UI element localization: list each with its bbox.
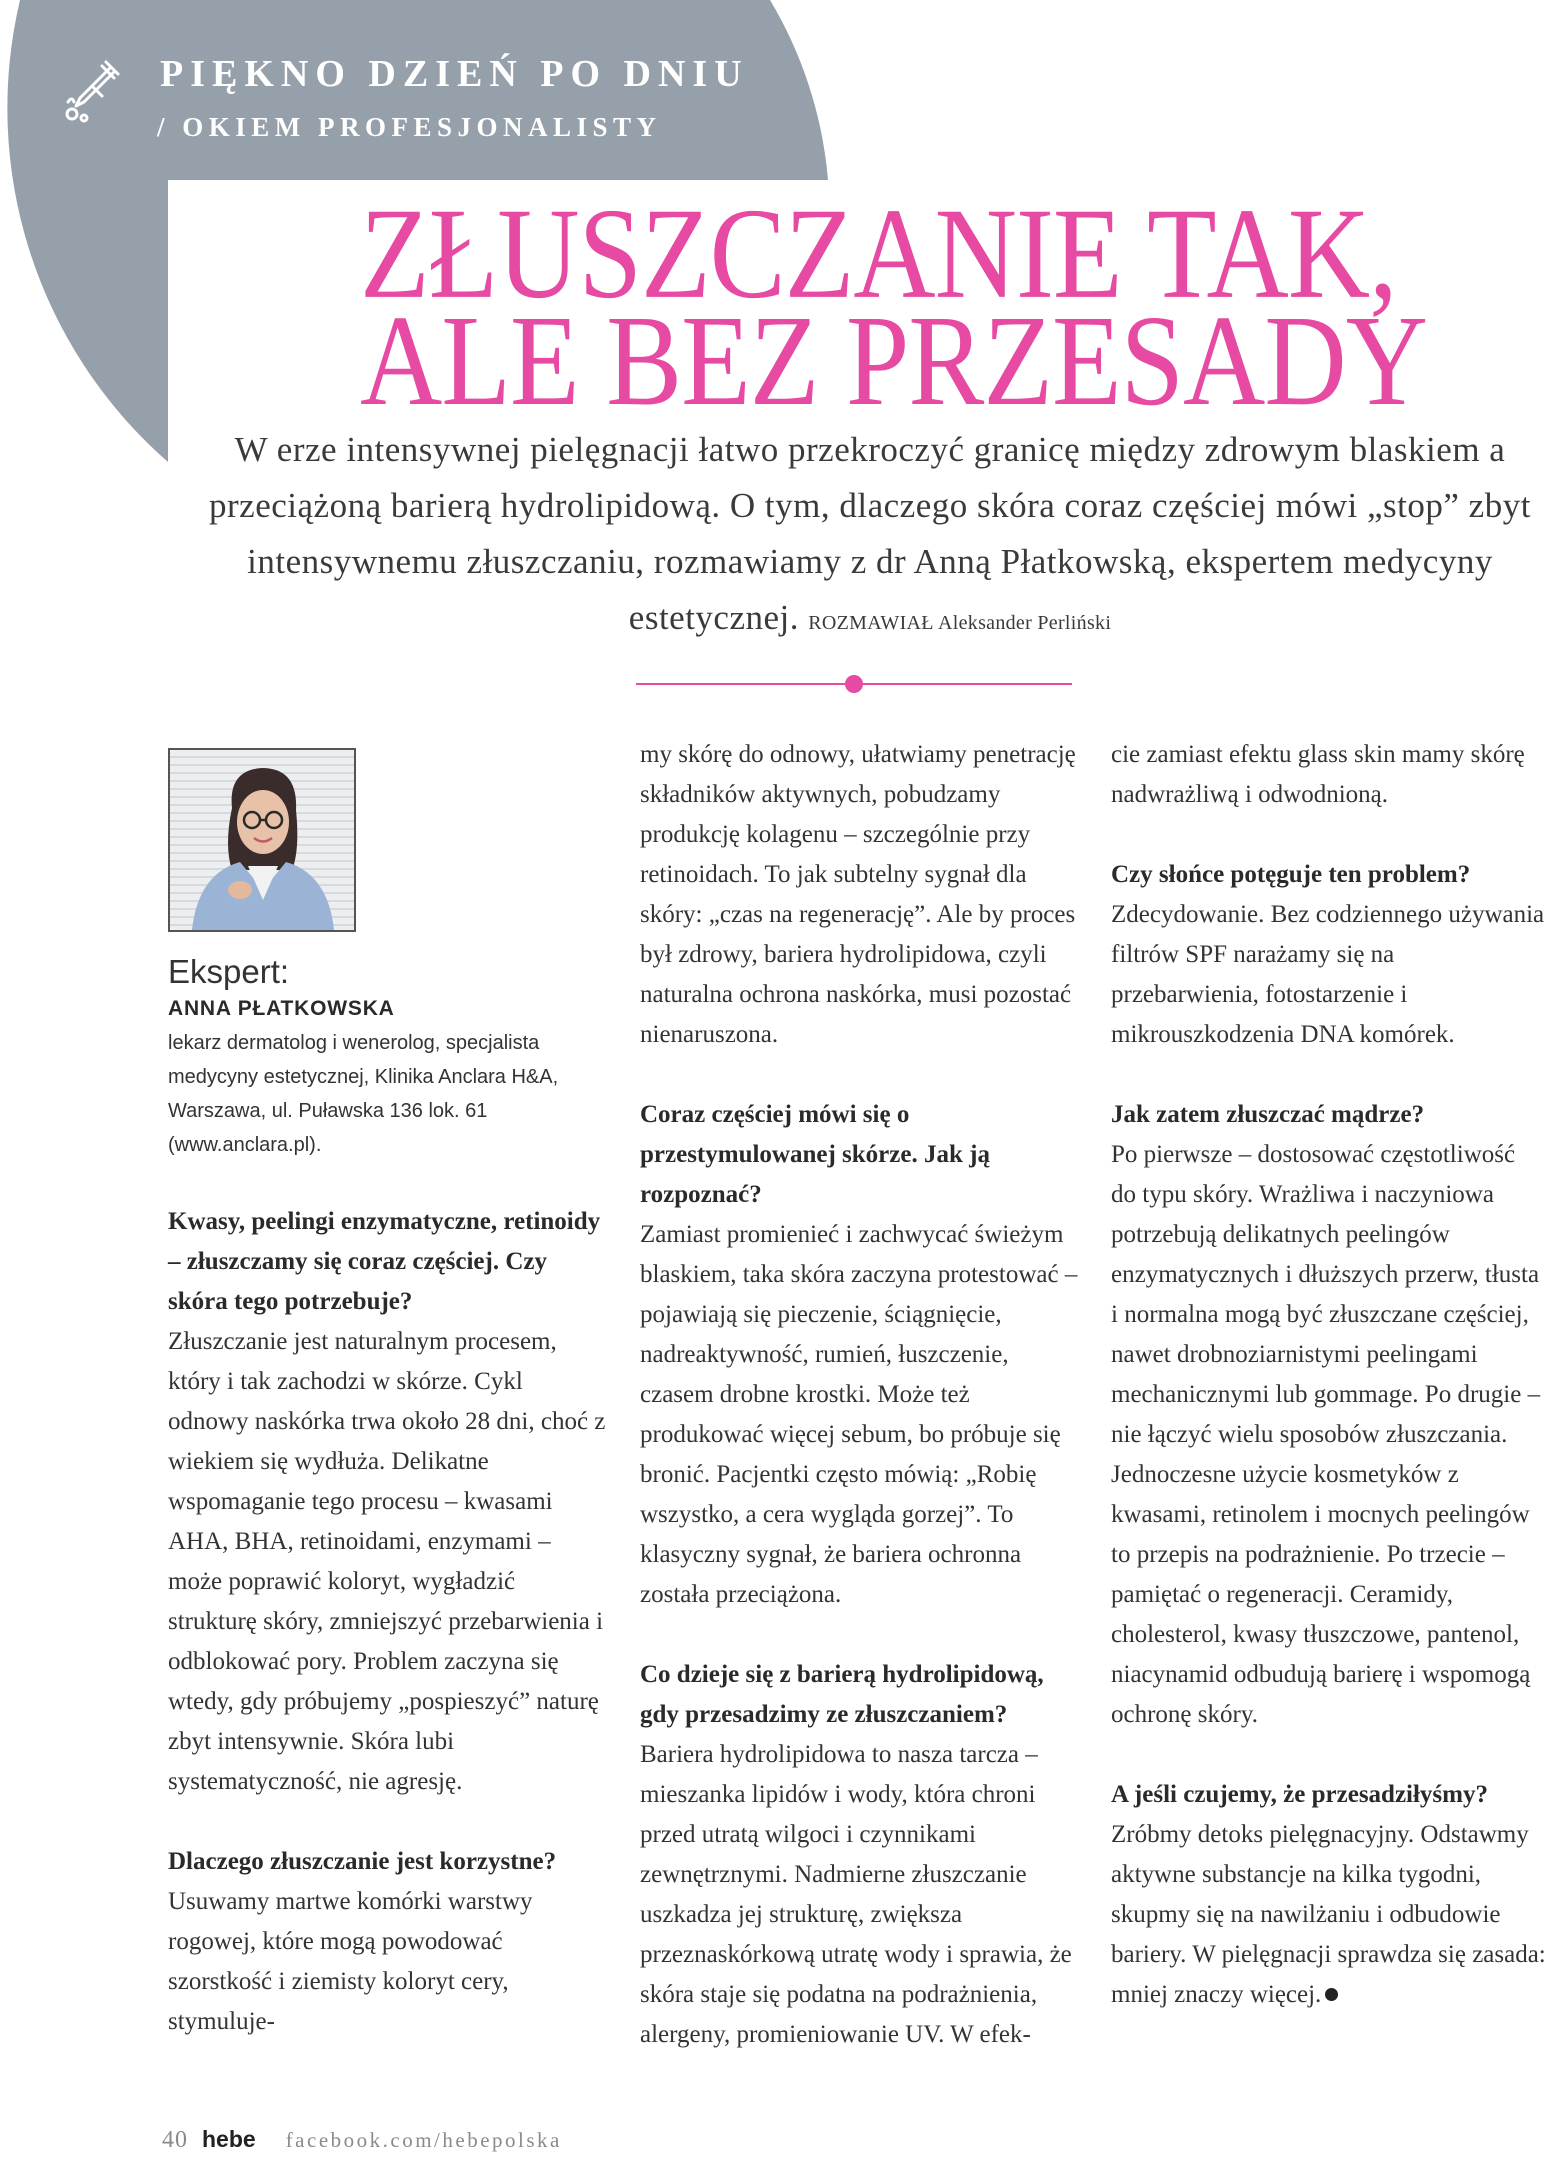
facebook-link[interactable]: facebook.com/hebepolska <box>285 2128 562 2152</box>
expert-name: ANNA PŁATKOWSKA <box>168 997 395 1020</box>
byline-name: Aleksander Perliński <box>938 612 1112 634</box>
headline-line-2: ALE BEZ PRZESADY <box>360 287 1427 433</box>
answer-7 <box>1111 1815 1546 2015</box>
column-2 <box>640 735 1080 2055</box>
section-subtitle: / OKIEM PROFESJONALISTY <box>157 112 662 142</box>
question-1: Kwasy, peelingi enzymatyczne, retinoidy – złuszczamy się coraz częściej. Czy skóra tego potrzebuje? <box>168 1208 601 1315</box>
article-lead <box>180 422 1550 651</box>
pipette-icon <box>62 56 124 126</box>
question-5: Czy słońce potęguje ten problem? <box>1111 861 1471 888</box>
lead-text: W erze intensywnej pielęgnacji łatwo przekroczyć granicę między zdrowym blaskiem a przeciążoną barierą hydrolipidową. O tym, dlaczego skóra coraz częściej mówi „stop” zbyt intensywnemu złuszczaniu, rozmawiamy z dr Anną Płatkowską, ekspertem medycyny estetycznej. <box>209 430 1531 637</box>
page-footer <box>162 2126 562 2154</box>
divider-ornament <box>636 672 1072 696</box>
expert-photo <box>168 748 356 932</box>
end-mark-icon <box>1325 1988 1338 2001</box>
article-headline <box>360 180 1510 433</box>
answer-6: Po pierwsze – dostosować częstotliwość do typu skóry. Wrażliwa i naczyniowa potrzebują delikatnych peelingów enzymatycznych i dłuższych przerw, tłusta i normalna mogą być złuszczane częściej, nawet drobnoziarnistymi peelingami mechanicznymi lub gommage. Po drugie – nie łączyć wielu sposobów złuszczania. Jednoczesne użycie kosmetyków z kwasami, retinolem i mocnych peelingów to przepis na podrażnienie. Po trzecie – pamiętać o regeneracji. Ceramidy, cholesterol, kwasy tłuszczowe, pantenol, niacynamid odbudują barierę i wspomogą ochronę skóry. <box>1111 1141 1541 1728</box>
answer-3: Zamiast promienieć i zachwycać świeżym blaskiem, taka skóra zaczyna protestować – pojawiają się pieczenie, ściągnięcie, nadreaktywność, rumień, łuszczenie, czasem drobne krostki. Może też produkować więcej sebum, bo próbuje się bronić. Pacjentki często mówią: „Robię wszystko, a cera wygląda gorzej”. To klasyczny sygnał, że bariera ochronna została przeciążona. <box>640 1221 1078 1608</box>
column-3 <box>1111 735 1546 2015</box>
answer-4-part-2: cie zamiast efektu glass skin mamy skórę nadwrażliwą i odwodnioną. <box>1111 741 1525 808</box>
magazine-logo: hebe <box>202 2126 256 2152</box>
question-3: Coraz częściej mówi się o przestymulowanej skórze. Jak ją rozpoznać? <box>640 1101 990 1208</box>
byline <box>808 612 1111 634</box>
question-7: A jeśli czujemy, że przesadziłyśmy? <box>1111 1781 1488 1808</box>
answer-2-part-2: my skórę do odnowy, ułatwiamy penetrację składników aktywnych, pobudzamy produkcję kolagenu – szczególnie przy retinoidach. To jak subtelny sygnał dla skóry: „czas na regenerację”. Ale by proces był zdrowy, bariera hydrolipidowa, czyli naturalna ochrona naskórka, musi pozostać nienaruszona. <box>640 741 1076 1048</box>
answer-2-part-1: Usuwamy martwe komórki warstwy rogowej, które mogą powodować szorstkość i ziemisty koloryt cery, stymuluje- <box>168 1888 533 2035</box>
answer-4-part-1: Bariera hydrolipidowa to nasza tarcza – mieszanka lipidów i wody, która chroni przed utratą wilgoci i czynnikami zewnętrznymi. Nadmierne złuszczanie uszkadza jej strukturę, zwiększa przeznaskórkową utratę wody i sprawia, że skóra staje się podatna na podrażnienia, alergeny, promieniowanie UV. W efek- <box>640 1741 1072 2048</box>
question-6: Jak zatem złuszczać mądrze? <box>1111 1101 1425 1128</box>
expert-label: Ekspert: <box>168 953 290 990</box>
column-1 <box>168 740 606 2042</box>
byline-label: ROZMAWIAŁ <box>808 612 934 634</box>
page-number: 40 <box>162 2127 188 2153</box>
question-4: Co dzieje się z barierą hydrolipidową, gdy przesadzimy ze złuszczaniem? <box>640 1661 1044 1728</box>
answer-7-text: Zróbmy detoks pielęgnacyjny. Odstawmy aktywne substancje na kilka tygodni, skupmy się na nawilżaniu i odbudowie bariery. W pielęgnacji sprawdza się zasada: mniej znaczy więcej. <box>1111 1821 1546 2008</box>
answer-1: Złuszczanie jest naturalnym procesem, który i tak zachodzi w skórze. Cykl odnowy naskórka trwa około 28 dni, choć z wiekiem się wydłuża. Delikatne wspomaganie tego procesu – kwasami AHA, BHA, retinoidami, enzymami – może poprawić koloryt, wygładzić strukturę skóry, zmniejszyć przebarwienia i odblokować pory. Problem zaczyna się wtedy, gdy próbujemy „pospieszyć” naturę zbyt intensywnie. Skóra lubi systematyczność, nie agresję. <box>168 1328 606 1795</box>
expert-description: lekarz dermatolog i wenerolog, specjalista medycyny estetycznej, Klinika Anclara H&A, Warszawa, ul. Puławska 136 lok. 61 (www.anclara.pl). <box>168 1032 559 1156</box>
question-2: Dlaczego złuszczanie jest korzystne? <box>168 1848 557 1875</box>
answer-5: Zdecydowanie. Bez codziennego używania filtrów SPF narażamy się na przebarwienia, fotostarzenie i mikrouszkodzenia DNA komórek. <box>1111 901 1545 1048</box>
headline-line-1: ZŁUSZCZANIE TAK, <box>360 180 1397 326</box>
section-title: PIĘKNO DZIEŃ PO DNIU <box>160 53 749 95</box>
